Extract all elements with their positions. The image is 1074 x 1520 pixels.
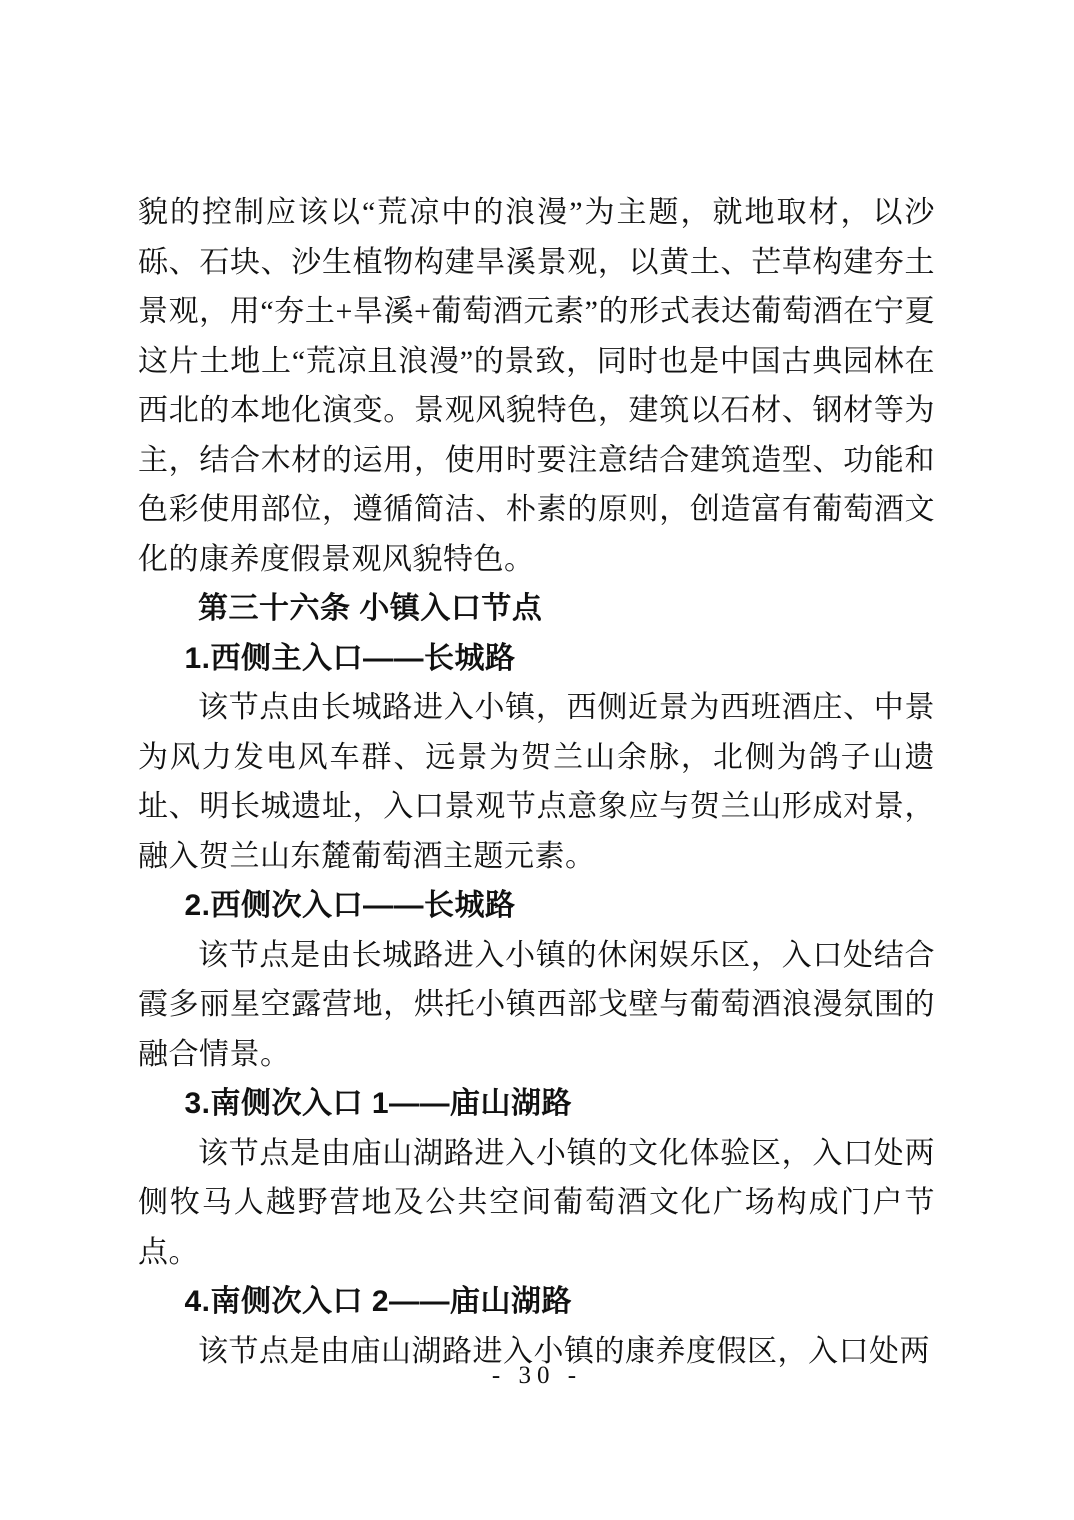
paragraph-west-secondary-entrance: 该节点是由长城路进入小镇的休闲娱乐区，入口处结合霞多丽星空露营地，烘托小镇西部戈壁与葡萄酒浪漫氛围的融合情景。 [138, 938, 935, 1071]
heading-west-main-entrance: 1.西侧主入口——长城路 [184, 641, 516, 675]
page-number: - 30 - [491, 1362, 583, 1389]
paragraph-south-secondary-entrance-2: 该节点是由庙山湖路进入小镇的康养度假区，入口处两 [198, 1334, 930, 1368]
heading-south-secondary-entrance-2: 4.南侧次入口 2——庙山湖路 [184, 1285, 573, 1318]
document-body [138, 188, 935, 1376]
heading-west-secondary-entrance: 2.西侧次入口——长城路 [184, 889, 516, 922]
paragraph-south-secondary-entrance-1: 该节点是由庙山湖路进入小镇的文化体验区，入口处两侧牧马人越野营地及公共空间葡萄酒文化广场构成门户节点。 [138, 1136, 935, 1269]
heading-south-secondary-entrance-1: 3.南侧次入口 1——庙山湖路 [184, 1087, 573, 1120]
paragraph-west-main-entrance: 该节点由长城路进入小镇，西侧近景为西班酒庄、中景为风力发电风车群、远景为贺兰山余脉，北侧为鸽子山遗址、明长城遗址，入口景观节点意象应与贺兰山形成对景，融入贺兰山东麓葡萄酒主题元素。 [138, 691, 935, 873]
paragraph-landscape-style-control: 貌的控制应该以“荒凉中的浪漫”为主题，就地取材，以沙砾、石块、沙生植物构建旱溪景观，以黄土、芒草构建夯土景观，用“夯土+旱溪+葡萄酒元素”的形式表达葡萄酒在宁夏这片土地上“荒凉且浪漫”的景致，同时也是中国古典园林在西北的本地化演变。景观风貌特色，建筑以石材、钢材等为主，结合木材的运用，使用时要注意结合建筑造型、功能和色彩使用部位，遵循简洁、朴素的原则，创造富有葡萄酒文化的康养度假景观风貌特色。 [138, 196, 935, 576]
heading-article-36-town-entrance-nodes: 第三十六条 小镇入口节点 [198, 592, 543, 625]
